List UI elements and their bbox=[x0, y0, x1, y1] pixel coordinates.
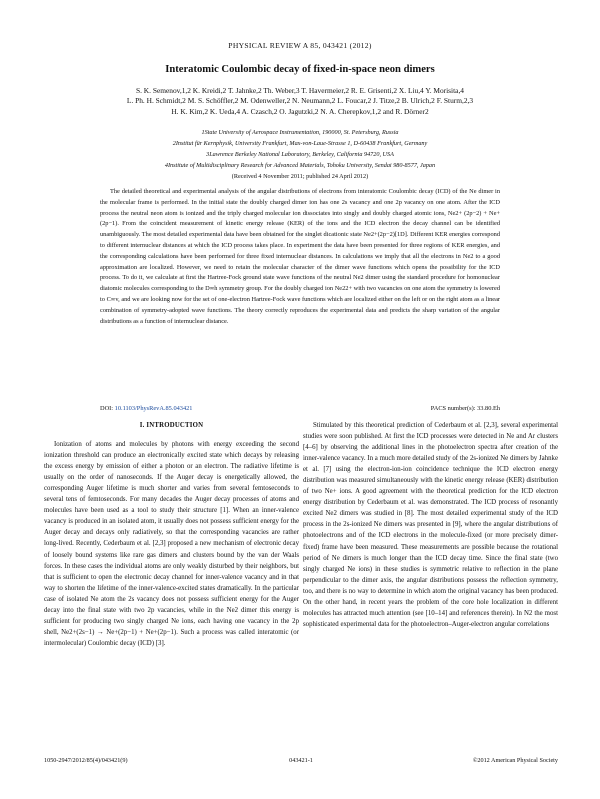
affiliation: 2Institut für Kernphysik, University Frankfurt, Max-von-Laue-Strasse 1, D-60438 Frankfurt, Germany bbox=[172, 139, 428, 147]
page-number: 043421-1 bbox=[289, 757, 313, 764]
journal-header: PHYSICAL REVIEW A 85, 043421 (2012) bbox=[228, 41, 372, 50]
right-column bbox=[303, 420, 558, 630]
author-line: S. K. Semenov,1,2 K. Kreidi,2 T. Jahnke,2 Th. Weber,3 T. Havermeier,2 R. E. Grisenti,2 X. Liu,4 Y. Morisita,4 bbox=[136, 86, 464, 95]
intro-paragraph: Stimulated by this theoretical prediction of Cederbaum et al. [2,3], several experimental studies were soon published. At first the ICD processes were detected in Ne and Ar clusters [4–6] by observing the additional lines in the photoelectron spectra after creation of the inner-valence vacancy. In a much more detailed study of the 2s-ionized Ne dimers by Jahnke et al. [7] using the electron-ion-ion coincidence technique the ICD electron energy distribution was measured simultaneously with the kinetic energy release (KER) distribution of two Ne+ ions. A good agreement with the theoretical prediction for the ICD electron energy distribution by Cederbaum et al. was demonstrated. The ICD process of resonantly excited Ne2 dimers was studied in [8]. The most detailed experimental study of the ICD process in the 2s-ionized Ne dimers was presented in [9], where the angular distributions of photoelectrons and of the ICD electrons in the molecule-fixed (or more precisely dimer-fixed) frame have been measured. These measurements are possible because the rotational period of Ne dimers is much longer than the ICD decay time. Since the final state (two singly charged Ne ions) in these studies is symmetric relative to reflection in the plane perpendicular to the dimer axis, the angular distributions possess the reflection symmetry, too, and there is no way to determine in which atom the original vacancy has been produced. On the other hand, in recent years the problem of the core hole localization in different molecules has attracted much attention (see [10–14] and references therein). In N2 the most sophisticated experimental data for the photoelectron–Auger-electron angular correlations bbox=[303, 422, 558, 628]
section-heading: I. INTRODUCTION bbox=[139, 422, 204, 429]
pacs-numbers: PACS number(s): 33.80.Eh bbox=[430, 405, 500, 412]
author-line: L. Ph. H. Schmidt,2 M. S. Schöffler,2 M. Odenweller,2 N. Neumann,2 L. Foucar,2 J. Titze,2 B. Ulrich,2 F. Sturm,2,3 bbox=[126, 96, 474, 106]
left-column bbox=[44, 420, 299, 649]
affiliation: 1State University of Aerospace Instrumentation, 190000, St. Petersburg, Russia bbox=[201, 129, 399, 136]
affiliation-list bbox=[46, 128, 554, 183]
footer-issn: 1050-2947/2012/85(4)/043421(9) bbox=[44, 757, 128, 764]
doi-line bbox=[100, 405, 500, 412]
copyright: ©2012 American Physical Society bbox=[472, 757, 558, 764]
author-list bbox=[46, 86, 554, 117]
affiliation: 4Institute of Multidisciplinary Research for Advanced Materials, Tohoku University, Sendai 980-8577, Japan bbox=[164, 161, 436, 169]
doi-label: DOI: bbox=[100, 405, 114, 412]
affiliation: 3Lawrence Berkeley National Laboratory, Berkeley, California 94720, USA bbox=[206, 150, 394, 158]
author-line: H. K. Kim,2 K. Ueda,4 A. Czasch,2 O. Jagutzki,2 N. A. Cherepkov,1,2 and R. Dörner2 bbox=[171, 106, 429, 116]
intro-paragraph: Ionization of atoms and molecules by photons with energy exceeding the second ionization threshold can produce an electronically excited state which decays by releasing the excess energy by emission of either a photon or an electron. The radiative lifetime is usually on the order of nanoseconds. If the Auger decay is energetically allowed, the corresponding Auger lifetime is much shorter and varies from several femtoseconds to several tens of femtoseconds. For many decades the Auger decay processes of atoms and molecules have been used as a tool to study their structure [1]. When an inner-valence vacancy is produced in an isolated atom, it usually does not possess sufficient energy for the Auger decay and decays only radiatively, so that the corresponding vacancies are rather long-lived. Recently, Cederbaum et al. [2,3] proposed a new mechanism of electronic decay of loosely bound systems like rare gas dimers and clusters bound by the van der Waals forces. In these cases the individual atoms are only weakly disturbed by their neighbors, but that is sufficient to open the electronic decay channel for inner-valence vacancy and in that way to shorten the lifetime of the inner-valence-excited states dramatically. In the particular case of isolated Ne atom the 2s vacancy does not possess sufficient energy for the Auger decay into the final state with two 2p vacancies, while in the Ne2 dimer this energy is sufficient for producing two singly charged Ne ions, each having one vacancy in the 2p shell, Ne2+(2s−1) → Ne+(2p−1) + Ne+(2p−1). Such a process was called interatomic (or intermolecular) Coulombic decay (ICD) [3]. bbox=[44, 441, 299, 647]
abstract: The detailed theoretical and experimental analysis of the angular distributions of electrons from interatomic Coulombic decay (ICD) of the Ne dimer in the molecular frame is performed. In the initial state the doubly charged dimer ion has one 2s vacancy and one 2p vacancy on one atom. After the ICD process the neutral neon atom is ionized and the triply charged molecular ion dissociates into singly and doubly charged atomic ions, Ne2+ (2p−2) + Ne+ (2p−1). From the coincident measurement of kinetic energy release (KER) of the ions and the ICD electron the decay channel can be identified unambiguously. The most detailed experimental data have been obtained for the singlet dicationic state Ne2+(2p−2)[1D]. Different KER energies correspond to different internuclear distances at which the ICD process takes place. In experiment the data have been presented for three regions of KER energies, and the corresponding calculations have been performed for three fixed internuclear distances. In calculations we imply that all the electrons in Ne2 to a good approximation are localized. However, we need to retain the molecular character of the dimer wave functions which opens the possibility for the ICD process. To do it, we calculate at first the Hartree-Fock ground state wave functions of the neutral Ne2 dimer using the standard procedure for homonuclear diatomic molecules corresponding to the D∞h symmetry group. For the doubly charged ion Ne22+ with two vacancies on one atom the symmetry is lowered to C∞v, and we are looking now for the set of one-electron Hartree-Fock wave functions which are localized either on the left or on the right atom as a linear combination of symmetry-adopted wave functions. The theory correctly reproduces the experimental data and predicts the sharp variation of the angular distributions as a function of internuclear distance. bbox=[100, 188, 500, 325]
doi-link[interactable]: 10.1103/PhysRevA.85.043421 bbox=[114, 405, 193, 412]
paper-title: Interatomic Coulombic decay of fixed-in-space neon dimers bbox=[165, 64, 435, 75]
received-dates: (Received 4 November 2011; published 24 April 2012) bbox=[231, 172, 369, 180]
